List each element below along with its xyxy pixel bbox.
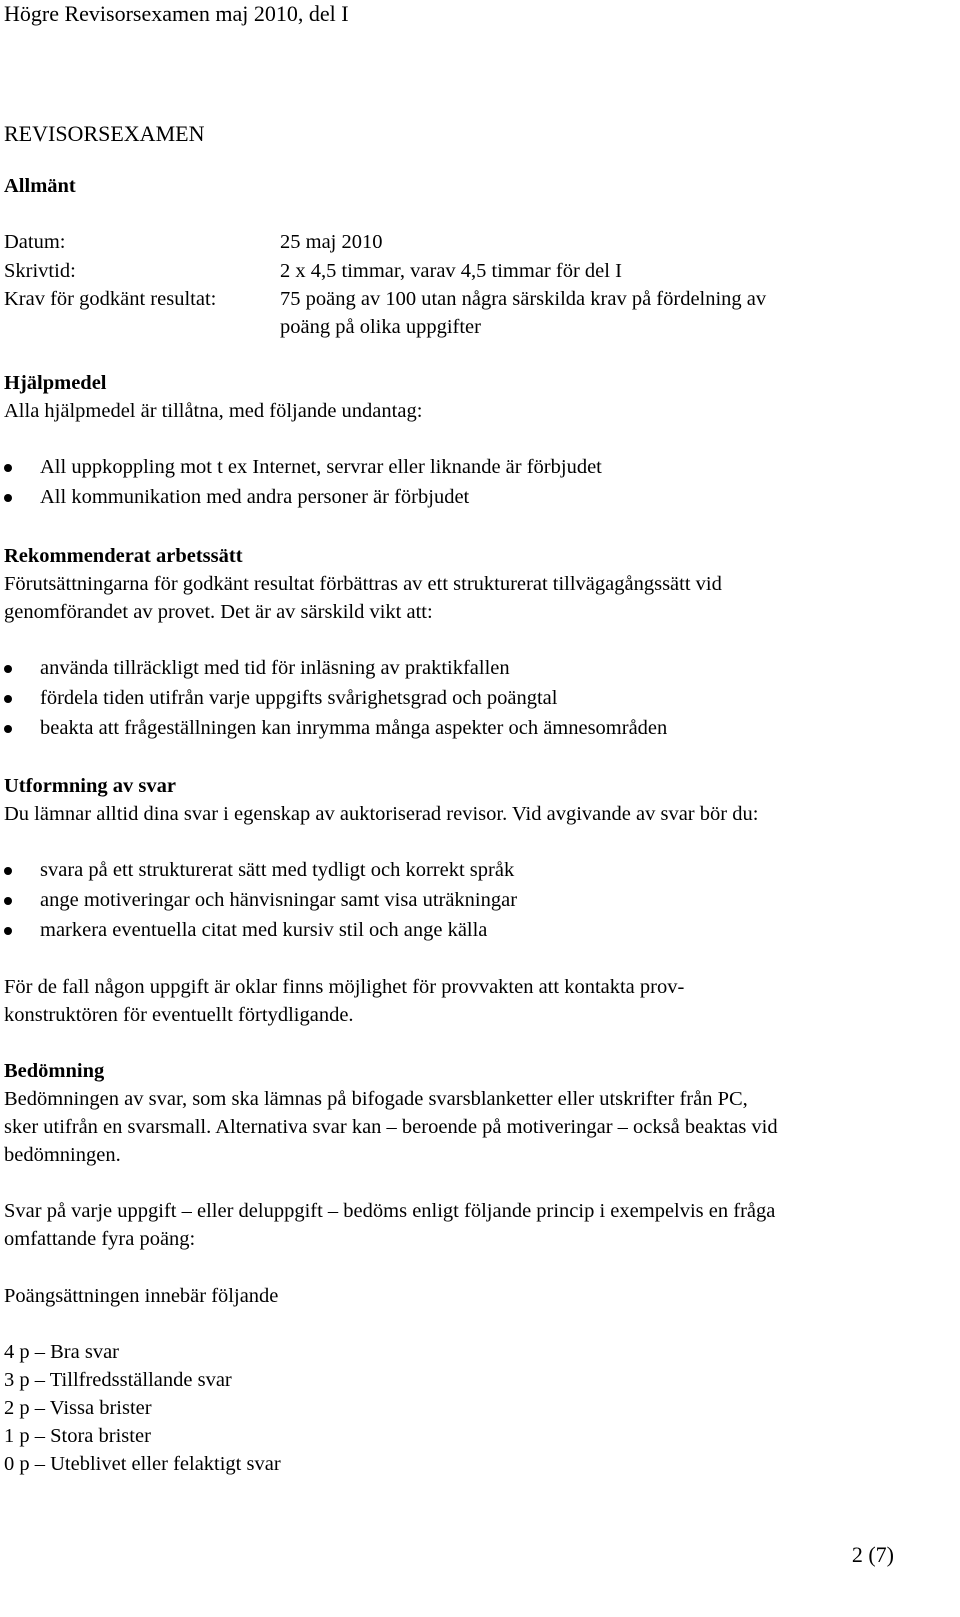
bullet-icon	[4, 867, 12, 875]
list-item: svara på ett strukturerat sätt med tydligt och korrekt språk	[0, 856, 517, 886]
meta-label-pass-requirement: Krav för godkänt resultat:	[4, 288, 217, 310]
answers-intro: Du lämnar alltid dina svar i egenskap av auktoriserad revisor. Vid avgivande av svar bör du:	[4, 803, 759, 825]
grading-para1-line-3: bedömningen.	[4, 1144, 121, 1166]
bullet-icon	[4, 665, 12, 673]
meta-value-date: 25 maj 2010	[280, 231, 383, 253]
grading-scale-item: 2 p – Vissa brister	[4, 1397, 152, 1419]
list-item: använda tillräckligt med tid för inläsning av praktikfallen	[0, 654, 667, 684]
list-item: fördela tiden utifrån varje uppgifts svårighetsgrad och poängtal	[0, 684, 667, 714]
bullet-icon	[4, 927, 12, 935]
grading-scale-intro: Poängsättningen innebär följande	[4, 1285, 279, 1307]
list-item: beakta att frågeställningen kan inrymma många aspekter och ämnesområden	[0, 714, 667, 744]
answers-note-line-2: konstruktören för eventuellt förtydligande.	[4, 1004, 354, 1026]
grading-scale-item: 4 p – Bra svar	[4, 1341, 120, 1363]
grading-para1-line-1: Bedömningen av svar, som ska lämnas på bifogade svarsblanketter eller utskrifter från PC,	[4, 1088, 748, 1110]
grading-scale-item: 3 p – Tillfredsställande svar	[4, 1369, 232, 1391]
grading-scale-item: 0 p – Uteblivet eller felaktigt svar	[4, 1453, 281, 1475]
bullet-icon	[4, 695, 12, 703]
grading-para2-line-1: Svar på varje uppgift – eller deluppgift – bedöms enligt följande princip i exempelvis en fråga	[4, 1200, 776, 1222]
bullet-icon	[4, 725, 12, 733]
meta-label-date: Datum:	[4, 231, 66, 253]
grading-para2-line-2: omfattande fyra poäng:	[4, 1228, 196, 1250]
page-number: 2 (7)	[851, 1542, 894, 1567]
method-line-1: Förutsättningarna för godkänt resultat förbättras av ett strukturerat tillvägagångssätt vid	[4, 573, 722, 595]
bullet-icon	[4, 494, 12, 502]
bullet-icon	[4, 897, 12, 905]
grading-para1-line-2: sker utifrån en svarsmall. Alternativa svar kan – beroende på motiveringar – också beaktas vid	[4, 1116, 778, 1138]
meta-value-duration: 2 x 4,5 timmar, varav 4,5 timmar för del I	[280, 260, 622, 282]
heading-grading: Bedömning	[4, 1060, 105, 1082]
heading-aids: Hjälpmedel	[4, 372, 107, 394]
meta-label-duration: Skrivtid:	[4, 260, 76, 282]
document-title: REVISORSEXAMEN	[4, 121, 205, 146]
list-item: All uppkoppling mot t ex Internet, servrar eller liknande är förbjudet	[0, 453, 602, 483]
meta-value-pass-requirement-cont: poäng på olika uppgifter	[280, 316, 481, 338]
aids-list	[0, 453, 602, 513]
heading-method: Rekommenderat arbetssätt	[4, 545, 243, 567]
list-item: ange motiveringar och hänvisningar samt visa uträkningar	[0, 886, 517, 916]
running-header: Högre Revisorsexamen maj 2010, del I	[4, 1, 349, 26]
list-item: markera eventuella citat med kursiv stil och ange källa	[0, 916, 517, 946]
heading-general: Allmänt	[4, 175, 76, 197]
answers-list	[0, 856, 517, 945]
heading-answers: Utformning av svar	[4, 775, 176, 797]
bullet-icon	[4, 464, 12, 472]
method-line-2: genomförandet av provet. Det är av särskild vikt att:	[4, 601, 433, 623]
list-item: All kommunikation med andra personer är förbjudet	[0, 483, 602, 513]
grading-scale-item: 1 p – Stora brister	[4, 1425, 151, 1447]
meta-value-pass-requirement: 75 poäng av 100 utan några särskilda krav på fördelning av	[280, 288, 767, 310]
answers-note-line-1: För de fall någon uppgift är oklar finns möjlighet för provvakten att kontakta prov-	[4, 976, 685, 998]
aids-intro: Alla hjälpmedel är tillåtna, med följande undantag:	[4, 400, 423, 422]
method-list	[0, 654, 667, 743]
